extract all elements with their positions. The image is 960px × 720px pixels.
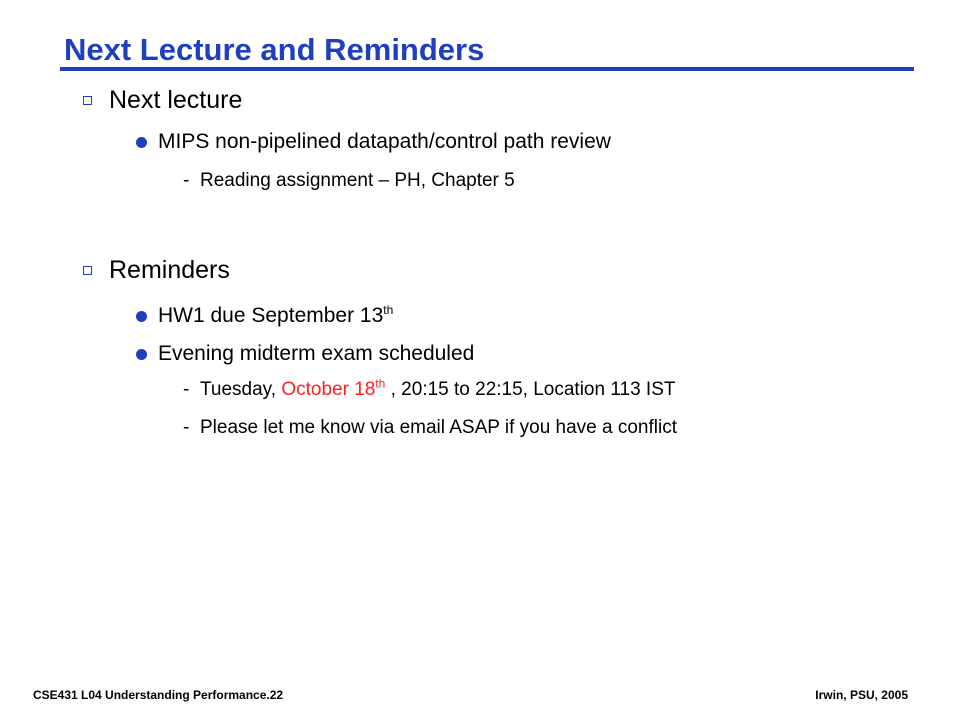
next-lecture-heading: Next lecture — [109, 86, 243, 114]
circle-bullet-icon — [136, 349, 147, 360]
exam-date-prefix: Tuesday, — [200, 379, 282, 400]
hw1-due-text: HW1 due September 13 — [158, 304, 384, 327]
reminders-heading: Reminders — [109, 256, 230, 284]
dash-bullet-icon: - — [183, 417, 190, 438]
dash-bullet-icon: - — [183, 379, 190, 400]
circle-bullet-icon — [136, 311, 147, 322]
footer-left: CSE431 L04 Understanding Performance.22 — [33, 688, 284, 702]
midterm-exam: Evening midterm exam scheduled — [158, 342, 475, 365]
square-bullet-icon — [83, 96, 92, 105]
footer-right: Irwin, PSU, 2005 — [815, 688, 908, 702]
title-underline — [60, 67, 914, 71]
next-lecture-topic: MIPS non-pipelined datapath/control path review — [158, 130, 611, 153]
reading-assignment: Reading assignment – PH, Chapter 5 — [200, 170, 515, 191]
square-bullet-icon — [83, 266, 92, 275]
conflict-note: Please let me know via email ASAP if you have a conflict — [200, 417, 678, 438]
exam-date-highlight: October 18 — [281, 379, 376, 400]
exam-date-details: , 20:15 to 22:15, Location 113 IST — [385, 379, 676, 400]
dash-bullet-icon: - — [183, 170, 190, 191]
circle-bullet-icon — [136, 137, 147, 148]
slide-title: Next Lecture and Reminders — [64, 32, 485, 67]
exam-date-highlight-suffix: th — [375, 376, 386, 391]
exam-date — [200, 378, 675, 402]
hw1-due-suffix: th — [383, 303, 394, 317]
hw1-due — [158, 303, 393, 329]
